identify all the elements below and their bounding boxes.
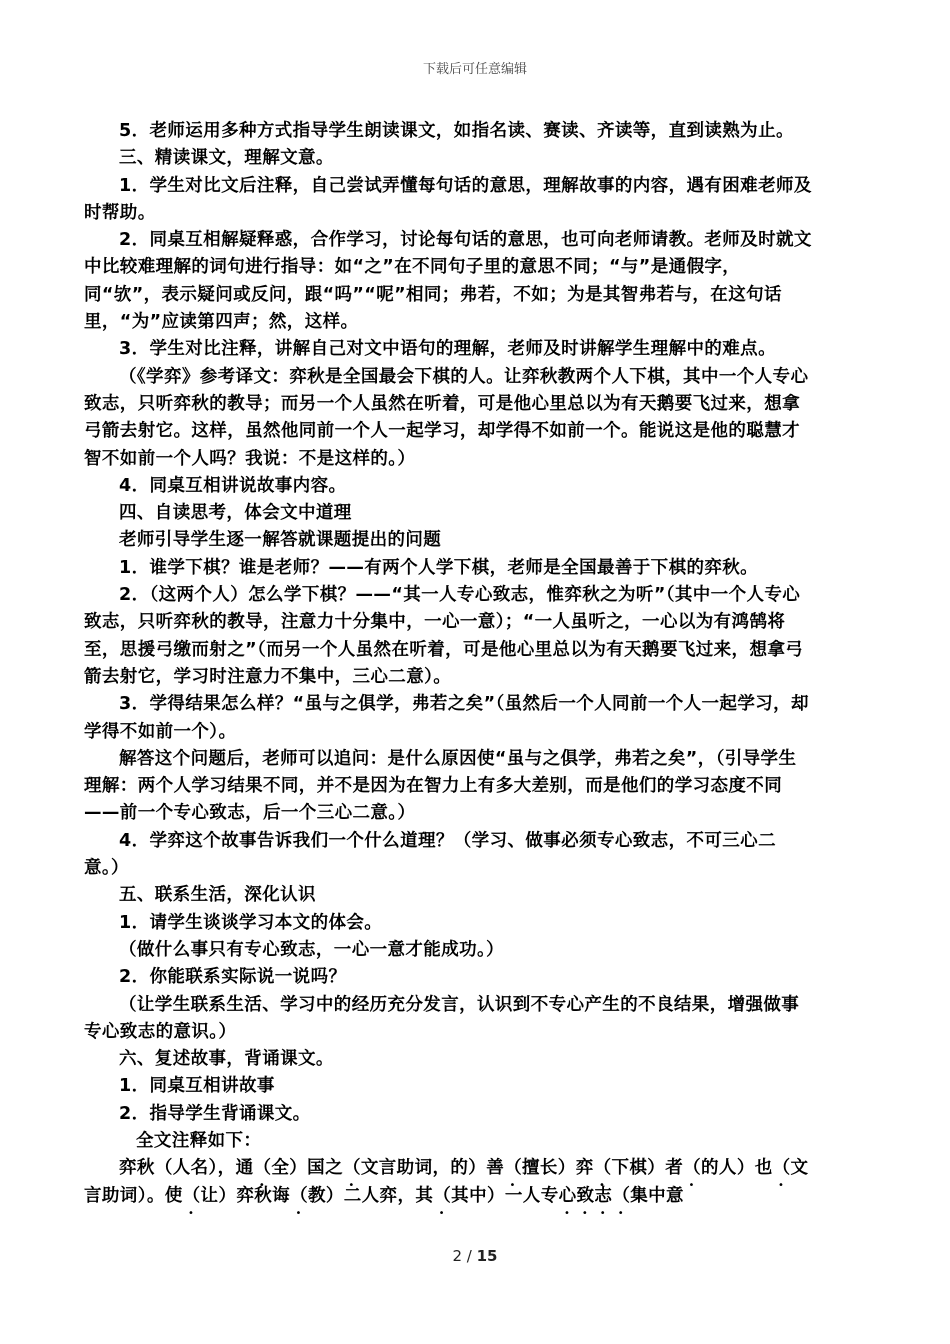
paragraph: 2．你能联系实际说一说吗？ <box>119 967 347 988</box>
paragraph: 4．同桌互相讲说故事内容。 <box>119 475 347 496</box>
annotation-text: （集中意 <box>612 1185 684 1206</box>
annotation-text: （的人） <box>683 1158 755 1179</box>
paragraph: 1．请学生谈谈学习本文的体会。 <box>119 912 383 933</box>
annotation-text: （人名）， <box>154 1158 236 1179</box>
glossed-word: 也 <box>754 1158 773 1179</box>
page-number <box>0 1247 950 1265</box>
glossed-word: 致 <box>576 1185 595 1206</box>
paragraph: （做什么事只有专心致志，一心一意才能成功。） <box>119 939 505 960</box>
annotation-text: （下棋） <box>593 1158 666 1179</box>
paragraph: 解答这个问题后，老师可以追问：是什么原因使“虽与之俱学，弗若之矣”，（引导学生理解：两个人学习结果不同，并不是因为在智力上有多大差别，而是他们的学习态度不同——前一个专心致志，后一个三心二意。） <box>84 748 797 824</box>
annotation-text: （全）国 <box>253 1158 326 1179</box>
document-body <box>84 118 812 1210</box>
paragraph: 2．（这两个人）怎么学下棋？——“其一人专心致志，惟弈秋之为听”（其中一个人专心致志，只听弈秋的教导，注意力十分集中，一心一意）；“一人虽听之，一心以为有鸿鹄将至，思援弓缴而射之”（而另一个人虽然在听着，可是他心里总以为有天鹅要飞过来，想拿弓箭去射它，学习时注意力不集中，三心二意）。 <box>84 585 804 687</box>
glossed-word: 之 <box>325 1158 343 1179</box>
glossed-word: 弈 <box>575 1158 594 1179</box>
page-header: 下载后可任意编辑 <box>422 62 527 77</box>
section-heading: 四、自读思考，体会文中道理 <box>119 503 352 524</box>
paragraph: 2．指导学生背诵课文。 <box>119 1103 311 1124</box>
annotation-text: （文言助词，的） <box>342 1158 487 1179</box>
annotation-text: （文言助词）。 <box>84 1158 809 1206</box>
glossed-word: 诲 <box>272 1185 291 1206</box>
page-current: 2 <box>452 1247 463 1265</box>
section-heading: 六、复述故事，背诵课文。 <box>119 1049 334 1070</box>
paragraph: 1．同桌互相讲故事 <box>119 1076 275 1097</box>
page-separator: / <box>462 1247 477 1265</box>
section-heading: 五、联系生活，深化认识 <box>119 885 316 906</box>
paragraph: 4．学弈这个故事告诉我们一个什么道理？（学习、做事必须专心致志，不可三心二意。） <box>84 830 776 879</box>
annotation-text: （其中）一人 <box>433 1185 541 1206</box>
glossed-word: 其 <box>415 1185 434 1206</box>
annotation-heading: 全文注释如下： <box>136 1130 262 1151</box>
glossed-word: 善 <box>486 1158 505 1179</box>
annotation-text: （擅长） <box>504 1158 576 1179</box>
annotation-text: （教）二人弈， <box>290 1185 416 1206</box>
translation-paragraph: （《学弈》参考译文：弈秋是全国最会下棋的人。让弈秋教两个人下棋，其中一个人专心致志，只听弈秋的教导；而另一个人虽然在听着，可是他心里总以为有天鹅要飞过来，想拿弓箭去射它。这样，虽然他同前一个人一起学习，却学得不如前一个。能说这是他的聪慧才智不如前一个人吗？我说：不是这样的。） <box>84 366 809 469</box>
glossed-word: 使 <box>164 1185 183 1206</box>
paragraph: 2．同桌互相解疑释惑，合作学习，讨论每句话的意思，也可向老师请教。老师及时就文中比较难理解的词句进行指导：如“之”在不同句子里的意思不同；“与”是通假字，同“欤”，表示疑问或反问，跟“吗”“呢”相同；弗若，不如；为是其智弗若与，在这句话里，“为”应读第四声；然，这样。 <box>84 230 812 333</box>
glossed-word: 志 <box>594 1185 613 1206</box>
paragraph: 1．谁学下棋？谁是老师？——有两个人学下棋，老师是全国最善于下棋的弈秋。 <box>119 557 759 578</box>
paragraph: 3．学得结果怎么样？“虽与之俱学，弗若之矣”（虽然后一个人同前一个人一起学习，却学得不如前一个）。 <box>84 694 809 742</box>
paragraph: 5．老师运用多种方式指导学生朗读课文，如指名读、赛读、齐读等，直到读熟为止。 <box>119 121 794 141</box>
paragraph: （让学生联系生活、学习中的经历充分发言，认识到不专心产生的不良结果，增强做事专心致志的意识。） <box>84 994 800 1042</box>
page-total: 15 <box>476 1247 498 1265</box>
paragraph: 老师引导学生逐一解答就课题提出的问题 <box>119 530 442 551</box>
glossed-word: 通 <box>235 1158 254 1179</box>
section-heading: 三、精读课文，理解文意。 <box>119 148 334 169</box>
glossed-word: 心 <box>558 1185 577 1206</box>
glossed-word: 者 <box>665 1158 684 1179</box>
paragraph: 1．学生对比文后注释，自己尝试弄懂每句话的意思，理解故事的内容，遇有困难老师及时帮助。 <box>84 175 812 223</box>
annotation-text: 弈秋 <box>119 1158 155 1179</box>
annotation-text: （让）弈秋 <box>182 1185 273 1206</box>
paragraph: 3．学生对比注释，讲解自己对文中语句的理解，老师及时讲解学生理解中的难点。 <box>119 339 776 360</box>
glossed-word: 专 <box>540 1185 559 1206</box>
annotation-paragraph <box>84 1155 812 1210</box>
